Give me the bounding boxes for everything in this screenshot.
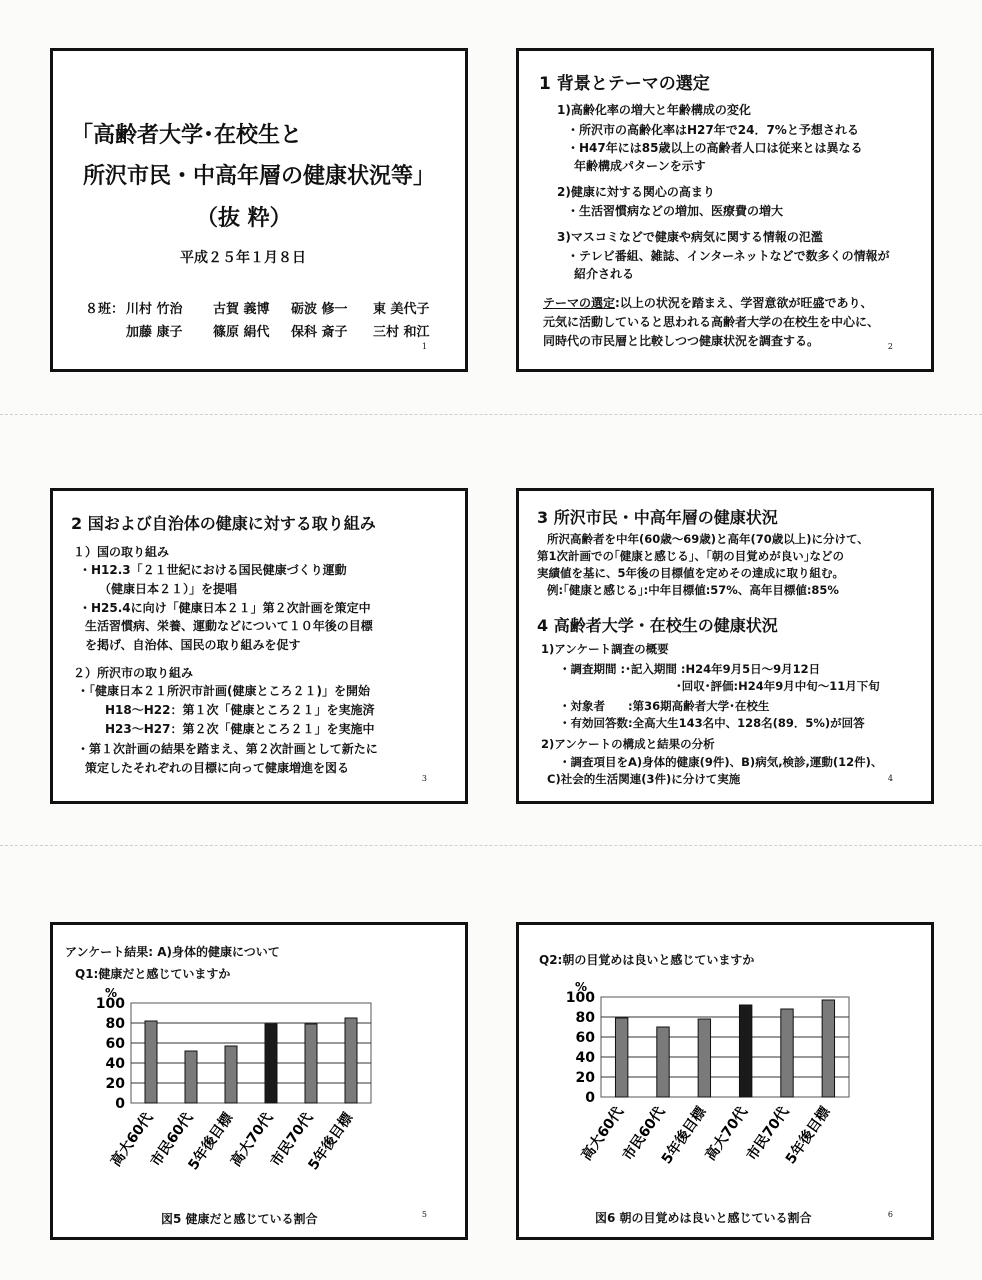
theme-line: :以上の状況を踏まえ、学習意欲が旺盛であり、 [615, 296, 873, 310]
text-line: 3)マスコミなどで健康や病気に関する情報の氾濫 [557, 230, 823, 244]
slide-heading: 2 国および自治体の健康に対する取り組み [71, 514, 376, 533]
y-tick-label: 80 [575, 1010, 595, 1026]
text-line: ・H47年には85歳以上の高齢者人口は従来とは異なる [567, 141, 863, 155]
x-tick-label: 高大60代 [578, 1104, 627, 1164]
x-tick-label: 5年後目標 [185, 1110, 237, 1174]
y-tick-label: 60 [105, 1036, 125, 1052]
x-tick-label: 高大70代 [702, 1104, 751, 1164]
bar [265, 1024, 277, 1103]
y-axis-label: % [105, 986, 118, 1000]
member-name: 川村 竹治 [126, 302, 183, 317]
text-line: 1)アンケート調査の概要 [541, 642, 669, 656]
x-tick-label: 市民70代 [743, 1104, 793, 1164]
page-number: 5 [421, 1210, 427, 1219]
member-name: 篠原 絹代 [213, 325, 270, 340]
y-tick-label: 20 [105, 1076, 125, 1092]
group-label: ８班： [85, 302, 125, 317]
plot-area [601, 997, 849, 1097]
theme-line: 元気に活動していると思われる高齢者大学の在校生を中心に、 [543, 315, 880, 329]
bar [185, 1051, 197, 1103]
page-fold-line [0, 414, 982, 415]
text-line: １）国の取り組み [73, 545, 170, 559]
question-text: Q1:健康だと感じていますか [75, 967, 231, 981]
slide-title-line3: （抜 粋） [196, 206, 292, 231]
y-axis-label: % [575, 980, 588, 994]
text-line: 例:｢健康と感じる｣:中年目標値:57%、高年目標値:85% [547, 583, 839, 597]
page-fold-line [0, 845, 982, 846]
text-line: 第1次計画での｢健康と感じる｣、｢朝の目覚めが良い｣などの [537, 549, 844, 563]
figure-caption: 図5 健康だと感じている割合 [161, 1212, 318, 1226]
bar [145, 1021, 157, 1103]
x-tick-label: 市民60代 [619, 1104, 669, 1164]
text-line: ２）所沢市の取り組み [73, 666, 194, 680]
member-name: 三村 和江 [373, 325, 430, 340]
x-tick-label: 高大60代 [107, 1110, 157, 1170]
text-line: ･回収･評価:H24年9月中旬〜11月下旬 [676, 679, 880, 693]
y-tick-label: 100 [95, 996, 125, 1012]
bar [698, 1019, 710, 1097]
text-line: ・生活習慣病などの増加、医療費の増大 [567, 204, 784, 218]
y-tick-label: 100 [565, 990, 595, 1006]
theme-line: 同時代の市民層と比較しつつ健康状況を調査する。 [543, 334, 820, 348]
plot-area [131, 1003, 371, 1103]
bar [615, 1018, 627, 1097]
text-line: 策定したそれぞれの目標に向って健康増進を図る [85, 761, 350, 775]
text-line: 年齢構成パターンを示す [574, 159, 706, 173]
text-line: H23〜H27：第２次「健康ところ２１」を実施中 [105, 722, 375, 736]
bar [345, 1018, 357, 1103]
page-number: 6 [887, 1210, 893, 1219]
text-line: 紹介される [574, 267, 635, 281]
x-tick-label: 市民60代 [147, 1110, 197, 1170]
bar-chart [53, 985, 465, 1193]
text-line: H18〜H22：第１次「健康ところ２１」を実施済 [105, 703, 375, 717]
y-tick-label: 40 [575, 1050, 595, 1066]
x-tick-label: 5年後目標 [782, 1104, 834, 1168]
y-tick-label: 20 [575, 1070, 595, 1086]
bar [739, 1005, 751, 1097]
member-name: 保科 斎子 [291, 325, 348, 340]
theme-text [543, 294, 873, 311]
text-line: を掲げ、自治体、国民の取り組みを促す [85, 638, 301, 652]
y-tick-label: 0 [115, 1096, 125, 1112]
slide-title-line2: 所沢市民・中高年層の健康状況等」 [83, 164, 436, 189]
slide-heading: 3 所沢市民・中高年層の健康状況 [537, 508, 778, 527]
text-line: 1)高齢化率の増大と年齢構成の変化 [557, 103, 751, 117]
page-number: 4 [887, 774, 893, 783]
x-tick-label: 5年後目標 [658, 1104, 710, 1168]
bar [822, 1000, 834, 1097]
bar [657, 1027, 669, 1097]
bar-chart [519, 977, 931, 1189]
slide-4 [516, 488, 934, 804]
text-line: ・第１次計画の結果を踏まえ、第２次計画として新たに [77, 742, 378, 756]
slide-title-line1: 「高齢者大学･在校生と [71, 123, 303, 148]
figure-caption: 図6 朝の目覚めは良いと感じている割合 [595, 1211, 812, 1225]
text-line: ・有効回答数:全高大生143名中、128名(89．5%)が回答 [559, 716, 865, 730]
page-number: 3 [421, 774, 427, 783]
text-line: （健康日本２１）」を提唱 [99, 582, 238, 596]
page-number: 1 [421, 342, 427, 351]
x-tick-label: 高大70代 [227, 1110, 277, 1170]
y-tick-label: 80 [105, 1016, 125, 1032]
y-tick-label: 40 [105, 1056, 125, 1072]
text-line: ・対象者 :第36期高齢者大学･在校生 [559, 699, 770, 713]
slide-header: アンケート結果: A)身体的健康について [65, 945, 280, 959]
member-name: 東 美代子 [373, 302, 430, 317]
slide-2 [516, 48, 934, 372]
member-name: 砺波 修一 [291, 302, 348, 317]
text-line: C)社会的生活関連(3件)に分けて実施 [547, 772, 741, 786]
text-line: 2)健康に対する関心の高まり [557, 185, 715, 199]
slide-3 [50, 488, 468, 804]
text-line: 実績値を基に、5年後の目標値を定めその達成に取り組む。 [537, 566, 844, 580]
slide-5 [50, 922, 468, 1240]
text-line: 生活習慣病、栄養、運動などについて１０年後の目標 [85, 619, 373, 633]
slide-1 [50, 48, 468, 372]
text-line: 所沢高齢者を中年(60歳〜69歳)と高年(70歳以上)に分けて、 [547, 532, 869, 546]
y-tick-label: 0 [585, 1090, 595, 1106]
text-line: ・テレビ番組、雑誌、インターネットなどで数多くの情報が [567, 249, 890, 263]
x-tick-label: 5年後目標 [305, 1110, 357, 1174]
member-name: 加藤 康子 [126, 325, 183, 340]
bar [225, 1046, 237, 1103]
text-line: ・調査期間 :･記入期間 :H24年9月5日〜9月12日 [559, 662, 821, 676]
bar [305, 1024, 317, 1103]
x-tick-label: 市民70代 [267, 1110, 317, 1170]
text-line: ・所沢市の高齢化率はH27年で24．7%と予想される [567, 123, 859, 137]
text-line: 2)アンケートの構成と結果の分析 [541, 737, 715, 751]
text-line: ・調査項目をA)身体的健康(9件)、B)病気,検診,運動(12件)、 [559, 755, 883, 769]
slide-heading: 4 高齢者大学・在校生の健康状況 [537, 616, 778, 635]
question-text: Q2:朝の目覚めは良いと感じていますか [539, 953, 755, 967]
member-name: 古賀 義博 [213, 302, 270, 317]
slide-heading: 1 背景とテーマの選定 [539, 74, 710, 94]
date: 平成２５年１月８日 [180, 250, 306, 266]
bar [781, 1009, 793, 1097]
text-line: ・H25.4に向け「健康日本２１」第２次計画を策定中 [79, 601, 371, 615]
text-line: ・H12.3「２１世紀における国民健康づくり運動 [79, 563, 347, 577]
slide-6 [516, 922, 934, 1240]
text-line: ・「健康日本２１所沢市計画(健康ところ２１)」を開始 [77, 684, 370, 698]
page-number: 2 [887, 342, 893, 351]
y-tick-label: 60 [575, 1030, 595, 1046]
theme-label: テーマの選定 [543, 296, 616, 310]
